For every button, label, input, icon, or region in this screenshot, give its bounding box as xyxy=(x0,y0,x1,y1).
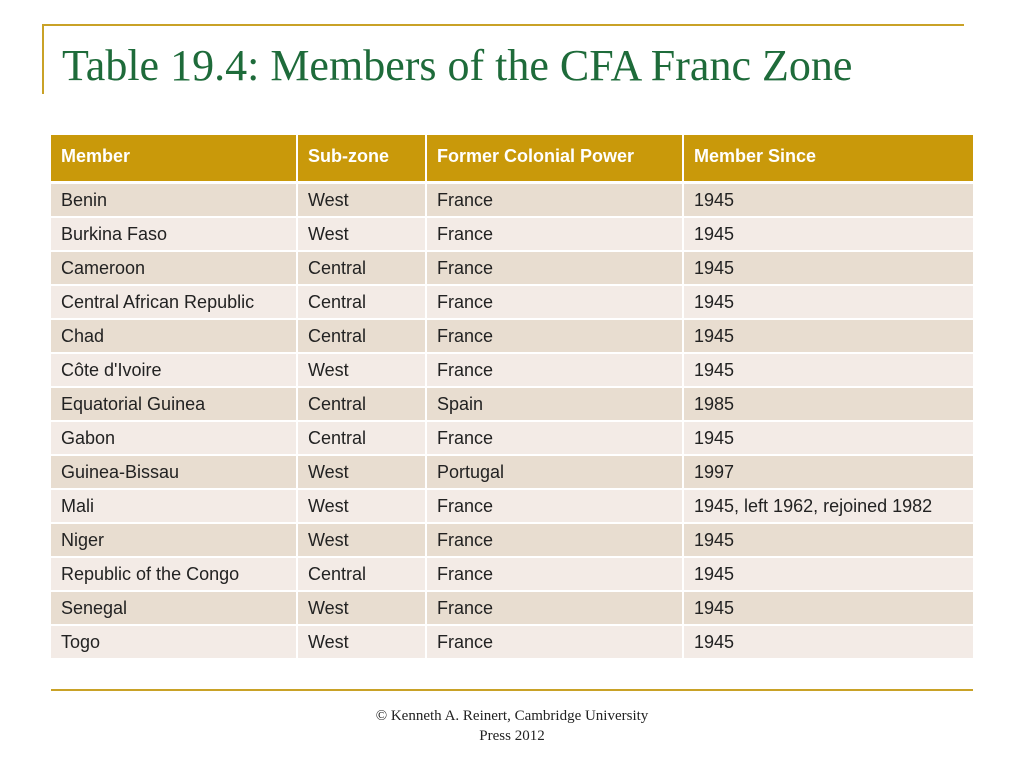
cell-colonial-power: France xyxy=(426,183,683,218)
left-rule xyxy=(42,24,44,94)
cell-member-since: 1985 xyxy=(683,387,973,421)
cell-member-since: 1945 xyxy=(683,319,973,353)
cell-colonial-power: France xyxy=(426,591,683,625)
cell-member: Gabon xyxy=(51,421,297,455)
cell-member-since: 1945 xyxy=(683,217,973,251)
cell-colonial-power: France xyxy=(426,319,683,353)
footer-rule xyxy=(51,689,973,691)
cell-member: Mali xyxy=(51,489,297,523)
cell-member-since: 1945 xyxy=(683,625,973,659)
cell-sub-zone: Central xyxy=(297,319,426,353)
table-row xyxy=(51,557,973,591)
cell-colonial-power: Spain xyxy=(426,387,683,421)
cell-sub-zone: West xyxy=(297,455,426,489)
cell-sub-zone: West xyxy=(297,591,426,625)
cell-colonial-power: France xyxy=(426,217,683,251)
cell-member-since: 1945 xyxy=(683,421,973,455)
cell-sub-zone: West xyxy=(297,489,426,523)
cell-member: Benin xyxy=(51,183,297,218)
table-row xyxy=(51,387,973,421)
table-row xyxy=(51,523,973,557)
cell-colonial-power: France xyxy=(426,421,683,455)
cell-member-since: 1945 xyxy=(683,183,973,218)
cell-member: Senegal xyxy=(51,591,297,625)
cell-member: Guinea-Bissau xyxy=(51,455,297,489)
cell-sub-zone: Central xyxy=(297,285,426,319)
cell-sub-zone: Central xyxy=(297,557,426,591)
cell-member: Togo xyxy=(51,625,297,659)
table-row xyxy=(51,591,973,625)
cell-colonial-power: France xyxy=(426,557,683,591)
cell-sub-zone: Central xyxy=(297,421,426,455)
cell-member-since: 1945 xyxy=(683,285,973,319)
cell-colonial-power: France xyxy=(426,523,683,557)
cell-member-since: 1945 xyxy=(683,591,973,625)
copyright-line-1: © Kenneth A. Reinert, Cambridge University xyxy=(375,708,649,724)
table-row xyxy=(51,217,973,251)
cell-member: Chad xyxy=(51,319,297,353)
cell-sub-zone: Central xyxy=(297,251,426,285)
cell-member: Cameroon xyxy=(51,251,297,285)
cell-member-since: 1945 xyxy=(683,353,973,387)
cell-member-since: 1945 xyxy=(683,251,973,285)
cell-sub-zone: West xyxy=(297,183,426,218)
table-row xyxy=(51,489,973,523)
slide-title: Table 19.4: Members of the CFA Franc Zone xyxy=(62,41,853,90)
top-rule xyxy=(42,24,964,26)
cell-member-since: 1945 xyxy=(683,523,973,557)
column-header-sub-zone: Sub-zone xyxy=(297,135,426,183)
cell-colonial-power: Portugal xyxy=(426,455,683,489)
cell-colonial-power: France xyxy=(426,489,683,523)
copyright-notice xyxy=(312,706,712,746)
cell-sub-zone: West xyxy=(297,625,426,659)
column-header-member-since: Member Since xyxy=(683,135,973,183)
table-row xyxy=(51,353,973,387)
cell-colonial-power: France xyxy=(426,251,683,285)
cell-sub-zone: West xyxy=(297,217,426,251)
members-table xyxy=(51,135,973,660)
cell-colonial-power: France xyxy=(426,353,683,387)
cell-member: Republic of the Congo xyxy=(51,557,297,591)
table-row xyxy=(51,421,973,455)
cell-member: Equatorial Guinea xyxy=(51,387,297,421)
cell-member-since: 1997 xyxy=(683,455,973,489)
cell-sub-zone: West xyxy=(297,353,426,387)
copyright-line-2: Press 2012 xyxy=(479,728,545,744)
cell-member-since: 1945 xyxy=(683,557,973,591)
table-row xyxy=(51,183,973,218)
cell-member: Niger xyxy=(51,523,297,557)
cell-colonial-power: France xyxy=(426,625,683,659)
cell-member: Côte d'Ivoire xyxy=(51,353,297,387)
column-header-former-colonial-power: Former Colonial Power xyxy=(426,135,683,183)
cell-member: Central African Republic xyxy=(51,285,297,319)
table-row xyxy=(51,319,973,353)
cell-colonial-power: France xyxy=(426,285,683,319)
column-header-member: Member xyxy=(51,135,297,183)
cell-sub-zone: West xyxy=(297,523,426,557)
table-row xyxy=(51,285,973,319)
table-row xyxy=(51,625,973,659)
table-row xyxy=(51,251,973,285)
table-row xyxy=(51,455,973,489)
cell-member: Burkina Faso xyxy=(51,217,297,251)
table-header-row xyxy=(51,135,973,183)
cell-sub-zone: Central xyxy=(297,387,426,421)
cell-member-since: 1945, left 1962, rejoined 1982 xyxy=(683,489,973,523)
